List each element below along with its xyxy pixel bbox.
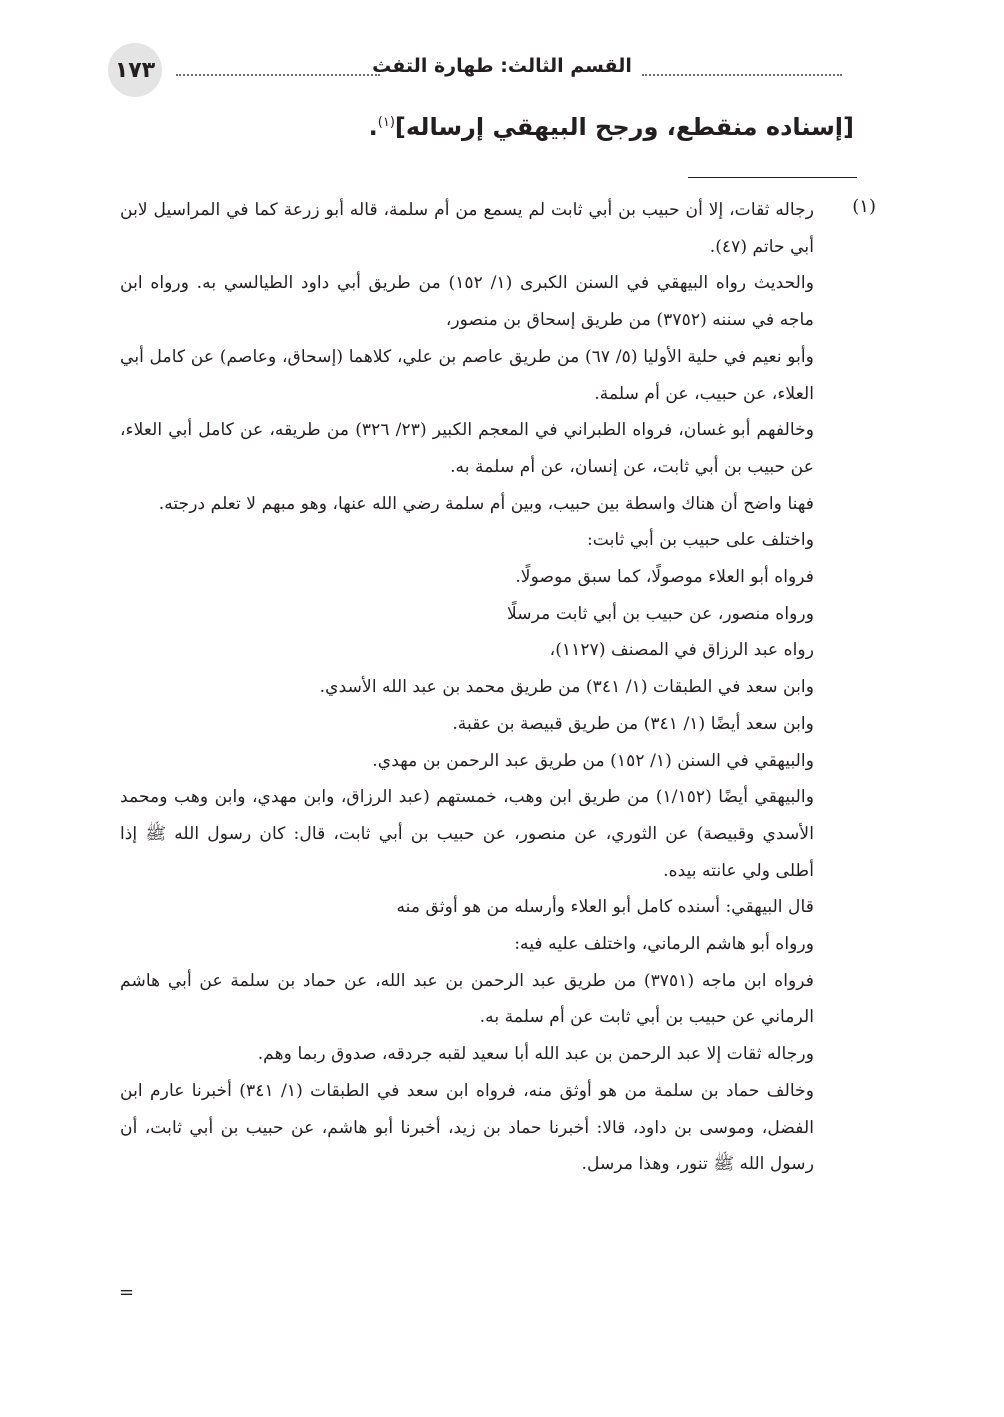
footnote-paragraph: وخالف حماد بن سلمة من هو أوثق منه، فرواه ابن سعد في الطبقات (١/ ٣٤١) أخبرنا عارم ابن الفضل، وموسى بن داود، قالا: أخبرنا حماد بن زيد، أخبرنا أبو هاشم، عن حبيب بن أبي ثابت، أن رسول الله ﷺ تنور، وهذا مرسل. — [120, 1080, 815, 1175]
footnote-paragraph: وخالفهم أبو غسان، فرواه الطبراني في المعجم الكبير (٢٣/ ٣٢٦) من طريقه، عن كامل أبي العلاء، عن حبيب بن أبي ثابت، عن إنسان، عن أم سلمة به. — [120, 420, 814, 477]
footnote-paragraph: ورواه منصور، عن حبيب بن أبي ثابت مرسلًا — [507, 603, 814, 624]
footnote-body — [120, 192, 814, 1183]
main-text-period: . — [368, 113, 378, 141]
footnote-paragraph: وابن سعد أيضًا (١/ ٣٤١) من طريق قبيصة بن عقبة. — [452, 713, 814, 734]
footnote-paragraph: قال البيهقي: أسنده كامل أبو العلاء وأرسله من هو أوثق منه — [396, 897, 814, 918]
footnote-paragraph: والبيهقي أيضًا (١/١٥٢) من طريق ابن وهب، خمستهم (عبد الرزاق، وابن مهدي، وابن وهب ومحمد الأسدي وقبيصة) عن الثوري، عن منصور، عن حبيب بن أبي ثابت، قال: كان رسول الله ﷺ إذا أطلى ولي عانته بيده. — [120, 787, 814, 881]
footnote-paragraph: فهنا واضح أن هناك واسطة بين حبيب، وبين أم سلمة رضي الله عنها، وهو مبهم لا تعلم درجته. — [158, 493, 814, 514]
footnote-paragraph: واختلف على حبيب بن أبي ثابت: — [586, 530, 814, 551]
footnote-reference: (١) — [377, 115, 395, 130]
footnote-paragraph: رجاله ثقات، إلا أن حبيب بن أبي ثابت لم يسمع من أم سلمة، قاله أبو زرعة كما في المراسيل لابن أبي حاتم (٤٧). — [120, 200, 814, 257]
main-text-line — [369, 113, 854, 141]
footnote-number: (١) — [852, 196, 876, 217]
main-text: [إسناده منقطع، ورجح البيهقي إرساله] — [394, 113, 854, 141]
footnote-paragraph: وأبو نعيم في حلية الأوليا (٥/ ٦٧) من طريق عاصم بن علي، كلاهما (إسحاق، وعاصم) عن كامل أبي العلاء، عن حبيب، عن أم سلمة. — [120, 346, 814, 404]
footnote-paragraph: والحديث رواه البيهقي في السنن الكبرى (١/ ١٥٢) من طريق أبي داود الطيالسي به. ورواه ابن ماجه في سننه (٣٧٥٢) من طريق إسحاق بن منصور، — [120, 273, 814, 331]
footnote-paragraph: ورجاله ثقات إلا عبد الرحمن بن عبد الله أبا سعيد لقبه جردقه، صدوق ربما وهم. — [257, 1044, 814, 1065]
footnote-paragraph: ورواه أبو هاشم الرماني، واختلف عليه فيه: — [514, 934, 814, 955]
page-number: ١٧٣ — [108, 43, 162, 97]
footnote-paragraph: فرواه أبو العلاء موصولًا، كما سبق موصولًا. — [515, 567, 814, 588]
running-header-title: القسم الثالث: طهارة التفث — [372, 55, 632, 77]
footnote-paragraph: فرواه ابن ماجه (٣٧٥١) من طريق عبد الرحمن بن عبد الله، عن حماد بن سلمة عن أبي هاشم الرماني عن حبيب بن أبي ثابت عن أم سلمة به. — [120, 970, 814, 1028]
continuation-mark: = — [119, 1282, 135, 1303]
footnote-paragraph: رواه عبد الرزاق في المصنف (١١٢٧)، — [549, 640, 814, 661]
footnote-paragraph: والبيهقي في السنن (١/ ١٥٢) من طريق عبد الرحمن بن مهدي. — [372, 750, 814, 771]
footnote-separator — [688, 177, 857, 178]
header-dotted-rule-right — [642, 74, 842, 76]
footnote-paragraph: وابن سعد في الطبقات (١/ ٣٤١) من طريق محمد بن عبد الله الأسدي. — [319, 677, 814, 698]
